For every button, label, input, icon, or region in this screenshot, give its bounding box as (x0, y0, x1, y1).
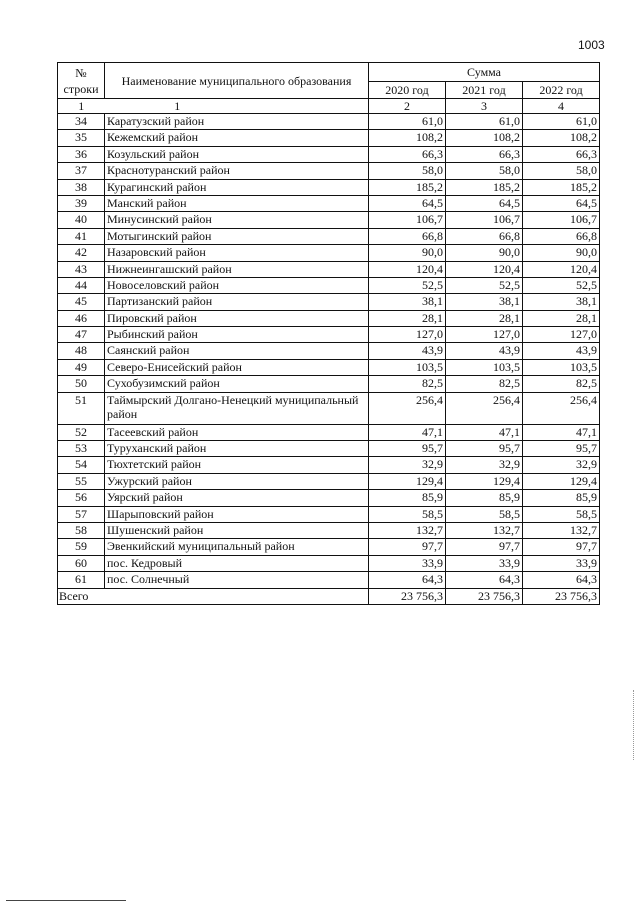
sum-2022: 52,5 (523, 277, 600, 293)
sum-2020: 58,5 (369, 506, 446, 522)
sum-2022: 38,1 (523, 294, 600, 310)
table-row (58, 572, 600, 588)
sum-2021: 97,7 (446, 539, 523, 555)
row-number: 46 (58, 310, 105, 326)
row-number: 54 (58, 457, 105, 473)
sum-2021: 129,4 (446, 473, 523, 489)
municipality-name: Туруханский район (105, 441, 369, 457)
row-number-header-symbol: № (75, 65, 87, 80)
sum-2020: 95,7 (369, 441, 446, 457)
total-2020: 23 756,3 (369, 588, 446, 604)
sum-2021: 66,3 (446, 146, 523, 162)
table-row (58, 228, 600, 244)
sum-2020: 66,3 (369, 146, 446, 162)
sum-2021: 64,3 (446, 572, 523, 588)
column-index-3: 3 (446, 99, 523, 114)
sum-2020: 58,0 (369, 163, 446, 179)
sum-2020: 61,0 (369, 114, 446, 130)
sum-2020: 43,9 (369, 343, 446, 359)
row-number: 56 (58, 490, 105, 506)
table-footer (58, 588, 600, 604)
municipality-name: Шушенский район (105, 522, 369, 538)
sum-2022: 61,0 (523, 114, 600, 130)
sum-2020: 66,8 (369, 228, 446, 244)
row-number: 43 (58, 261, 105, 277)
row-number: 58 (58, 522, 105, 538)
row-number-header (58, 63, 105, 99)
table-row (58, 392, 600, 424)
table-row (58, 522, 600, 538)
municipality-name: Ужурский район (105, 473, 369, 489)
municipality-name: Партизанский район (105, 294, 369, 310)
table-body (58, 114, 600, 589)
sum-2020: 38,1 (369, 294, 446, 310)
row-number: 39 (58, 195, 105, 211)
municipality-name: Краснотуранский район (105, 163, 369, 179)
sum-2020: 120,4 (369, 261, 446, 277)
sum-2020: 256,4 (369, 392, 446, 424)
sum-2020: 127,0 (369, 327, 446, 343)
row-number: 36 (58, 146, 105, 162)
municipality-name: Мотыгинский район (105, 228, 369, 244)
sum-2022: 33,9 (523, 555, 600, 571)
sum-2020: 90,0 (369, 245, 446, 261)
year-header-2021: 2021 год (446, 82, 523, 99)
table-row (58, 555, 600, 571)
sum-2022: 129,4 (523, 473, 600, 489)
sum-2022: 106,7 (523, 212, 600, 228)
table-row (58, 294, 600, 310)
margin-mark (633, 690, 635, 760)
sum-2022: 256,4 (523, 392, 600, 424)
year-header-2020: 2020 год (369, 82, 446, 99)
municipality-name: Каратузский район (105, 114, 369, 130)
sum-2020: 129,4 (369, 473, 446, 489)
municipality-name: Нижнеингашский район (105, 261, 369, 277)
sum-2021: 47,1 (446, 424, 523, 440)
municipality-name: Рыбинский район (105, 327, 369, 343)
sum-2020: 97,7 (369, 539, 446, 555)
table-header (58, 63, 600, 114)
sum-2020: 47,1 (369, 424, 446, 440)
municipality-name: Саянский район (105, 343, 369, 359)
sum-2021: 38,1 (446, 294, 523, 310)
row-number: 38 (58, 179, 105, 195)
sum-2021: 52,5 (446, 277, 523, 293)
sum-2022: 66,3 (523, 146, 600, 162)
table-row (58, 310, 600, 326)
sum-2021: 185,2 (446, 179, 523, 195)
table-row (58, 343, 600, 359)
row-number: 48 (58, 343, 105, 359)
sum-2020: 32,9 (369, 457, 446, 473)
table-row (58, 457, 600, 473)
row-number: 44 (58, 277, 105, 293)
municipality-name: Шарыповский район (105, 506, 369, 522)
row-number: 34 (58, 114, 105, 130)
column-index-row (58, 99, 600, 114)
sum-2021: 28,1 (446, 310, 523, 326)
total-2022: 23 756,3 (523, 588, 600, 604)
municipality-name: Северо-Енисейский район (105, 359, 369, 375)
sum-2020: 132,7 (369, 522, 446, 538)
sum-2022: 82,5 (523, 376, 600, 392)
sum-2022: 95,7 (523, 441, 600, 457)
sum-2020: 185,2 (369, 179, 446, 195)
sum-2020: 28,1 (369, 310, 446, 326)
sum-2022: 43,9 (523, 343, 600, 359)
sum-2021: 120,4 (446, 261, 523, 277)
sum-2021: 132,7 (446, 522, 523, 538)
sum-2021: 103,5 (446, 359, 523, 375)
sum-2022: 47,1 (523, 424, 600, 440)
municipality-name: Кежемский район (105, 130, 369, 146)
total-2021: 23 756,3 (446, 588, 523, 604)
municipality-name: Тасеевский район (105, 424, 369, 440)
sum-2022: 120,4 (523, 261, 600, 277)
table-row (58, 212, 600, 228)
sum-2022: 97,7 (523, 539, 600, 555)
total-label: Всего (58, 588, 369, 604)
table-row (58, 490, 600, 506)
sum-2021: 43,9 (446, 343, 523, 359)
table-row (58, 539, 600, 555)
sum-2021: 82,5 (446, 376, 523, 392)
table-row (58, 130, 600, 146)
municipality-name: пос. Солнечный (105, 572, 369, 588)
column-index-4: 4 (523, 99, 600, 114)
municipality-name: Минусинский район (105, 212, 369, 228)
municipality-name: Таймырский Долгано-Ненецкий муниципальный район (105, 392, 369, 424)
row-number: 57 (58, 506, 105, 522)
row-number: 41 (58, 228, 105, 244)
sum-2021: 108,2 (446, 130, 523, 146)
sum-2022: 64,5 (523, 195, 600, 211)
sum-2022: 103,5 (523, 359, 600, 375)
sum-2020: 106,7 (369, 212, 446, 228)
sum-2021: 58,5 (446, 506, 523, 522)
row-number: 40 (58, 212, 105, 228)
row-number: 52 (58, 424, 105, 440)
sum-2020: 108,2 (369, 130, 446, 146)
sum-2020: 52,5 (369, 277, 446, 293)
municipality-name: Новоселовский район (105, 277, 369, 293)
table-row (58, 376, 600, 392)
row-number: 49 (58, 359, 105, 375)
page-number: 1003 (578, 38, 605, 52)
sum-2021: 58,0 (446, 163, 523, 179)
row-number: 35 (58, 130, 105, 146)
row-number: 47 (58, 327, 105, 343)
municipality-name: Назаровский район (105, 245, 369, 261)
sum-2022: 85,9 (523, 490, 600, 506)
row-number: 59 (58, 539, 105, 555)
row-number: 45 (58, 294, 105, 310)
municipality-name: Козульский район (105, 146, 369, 162)
column-index-2: 2 (369, 99, 446, 114)
sum-2022: 127,0 (523, 327, 600, 343)
sum-2021: 95,7 (446, 441, 523, 457)
municipality-name: Тюхтетский район (105, 457, 369, 473)
sum-2020: 64,5 (369, 195, 446, 211)
municipality-name: пос. Кедровый (105, 555, 369, 571)
sum-2022: 64,3 (523, 572, 600, 588)
sum-2021: 90,0 (446, 245, 523, 261)
column-index-1: 1 (58, 99, 105, 114)
row-number-header-label: строки (63, 81, 99, 96)
municipality-name: Сухобузимский район (105, 376, 369, 392)
table-row (58, 327, 600, 343)
sum-2021: 66,8 (446, 228, 523, 244)
sum-2022: 90,0 (523, 245, 600, 261)
municipal-sums-table (57, 62, 600, 605)
sum-2021: 256,4 (446, 392, 523, 424)
municipality-name: Манский район (105, 195, 369, 211)
sum-2020: 85,9 (369, 490, 446, 506)
municipality-name: Эвенкийский муниципальный район (105, 539, 369, 555)
row-number: 50 (58, 376, 105, 392)
total-row (58, 588, 600, 604)
table-row (58, 163, 600, 179)
sum-2021: 106,7 (446, 212, 523, 228)
table-row (58, 506, 600, 522)
sum-2020: 64,3 (369, 572, 446, 588)
sum-2022: 32,9 (523, 457, 600, 473)
sum-2022: 28,1 (523, 310, 600, 326)
row-number: 60 (58, 555, 105, 571)
row-number: 37 (58, 163, 105, 179)
sum-2020: 82,5 (369, 376, 446, 392)
sum-2021: 64,5 (446, 195, 523, 211)
municipality-name: Уярский район (105, 490, 369, 506)
municipality-name: Пировский район (105, 310, 369, 326)
column-index-1b (105, 99, 369, 114)
name-header: Наименование муниципального образования (105, 63, 369, 99)
table-row (58, 245, 600, 261)
table-row (58, 261, 600, 277)
sum-header: Сумма (369, 63, 600, 82)
sum-2022: 108,2 (523, 130, 600, 146)
row-number: 53 (58, 441, 105, 457)
row-number: 55 (58, 473, 105, 489)
sum-2021: 127,0 (446, 327, 523, 343)
sum-2022: 132,7 (523, 522, 600, 538)
table-row (58, 473, 600, 489)
sum-2022: 58,5 (523, 506, 600, 522)
row-number: 51 (58, 392, 105, 424)
sum-2021: 61,0 (446, 114, 523, 130)
sum-2021: 33,9 (446, 555, 523, 571)
sum-2022: 66,8 (523, 228, 600, 244)
table-row (58, 146, 600, 162)
table-row (58, 114, 600, 130)
sum-2020: 33,9 (369, 555, 446, 571)
table-row (58, 424, 600, 440)
sum-2021: 85,9 (446, 490, 523, 506)
table-row (58, 195, 600, 211)
table-row (58, 179, 600, 195)
sum-2022: 185,2 (523, 179, 600, 195)
year-header-2022: 2022 год (523, 82, 600, 99)
table-row (58, 359, 600, 375)
sum-2020: 103,5 (369, 359, 446, 375)
row-number: 42 (58, 245, 105, 261)
municipality-name: Курагинский район (105, 179, 369, 195)
table-row (58, 441, 600, 457)
footer-rule (6, 900, 126, 901)
table-row (58, 277, 600, 293)
row-number: 61 (58, 572, 105, 588)
sum-2021: 32,9 (446, 457, 523, 473)
column-index-1-label: 1 (174, 99, 181, 113)
sum-2022: 58,0 (523, 163, 600, 179)
